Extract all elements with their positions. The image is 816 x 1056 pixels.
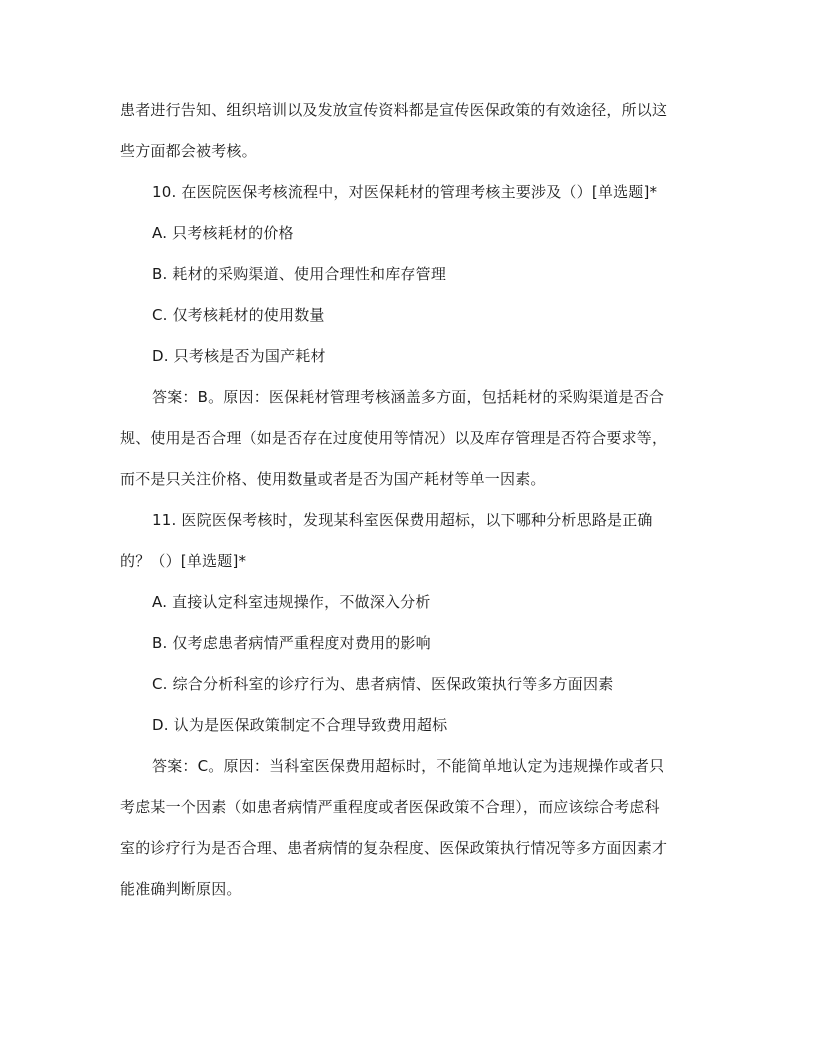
answer-line: 考虑某一个因素（如患者病情严重程度或者医保政策不合理），而应该综合考虑科 [120, 798, 660, 816]
question-text: 11. 医院医保考核时，发现某科室医保费用超标，以下哪种分析思路是正确 [152, 511, 653, 529]
continuation-paragraph [120, 90, 700, 172]
option-c: C. 仅考核耗材的使用数量 [152, 306, 325, 324]
answer-line: 答案：C。原因：当科室医保费用超标时，不能简单地认定为违规操作或者只 [152, 757, 665, 775]
option-d: D. 认为是医保政策制定不合理导致费用超标 [152, 716, 448, 734]
option-c: C. 综合分析科室的诊疗行为、患者病情、医保政策执行等多方面因素 [152, 675, 614, 693]
option-d: D. 只考核是否为国产耗材 [152, 347, 326, 365]
answer-line: 能准确判断原因。 [120, 880, 242, 898]
answer-line: 室的诊疗行为是否合理、患者病情的复杂程度、医保政策执行情况等多方面因素才 [120, 839, 668, 857]
option-a: A. 直接认定科室违规操作，不做深入分析 [152, 593, 431, 611]
question-text: 的？（）[单选题]* [120, 552, 247, 570]
answer-line: 答案：B。原因：医保耗材管理考核涵盖多方面，包括耗材的采购渠道是否合 [152, 388, 665, 406]
text-line: 些方面都会被考核。 [120, 142, 257, 160]
answer-line: 规、使用是否合理（如是否存在过度使用等情况）以及库存管理是否符合要求等， [120, 429, 668, 447]
option-a: A. 只考核耗材的价格 [152, 224, 294, 242]
answer-line: 而不是只关注价格、使用数量或者是否为国产耗材等单一因素。 [120, 470, 546, 488]
option-b: B. 耗材的采购渠道、使用合理性和库存管理 [152, 265, 447, 283]
question-text: 10. 在医院医保考核流程中，对医保耗材的管理考核主要涉及（）[单选题]* [152, 183, 658, 201]
option-b: B. 仅考虑患者病情严重程度对费用的影响 [152, 634, 431, 652]
text-line: 患者进行告知、组织培训以及发放宣传资料都是宣传医保政策的有效途径，所以这 [120, 101, 668, 119]
question-11 [120, 500, 700, 910]
question-10 [120, 172, 700, 500]
